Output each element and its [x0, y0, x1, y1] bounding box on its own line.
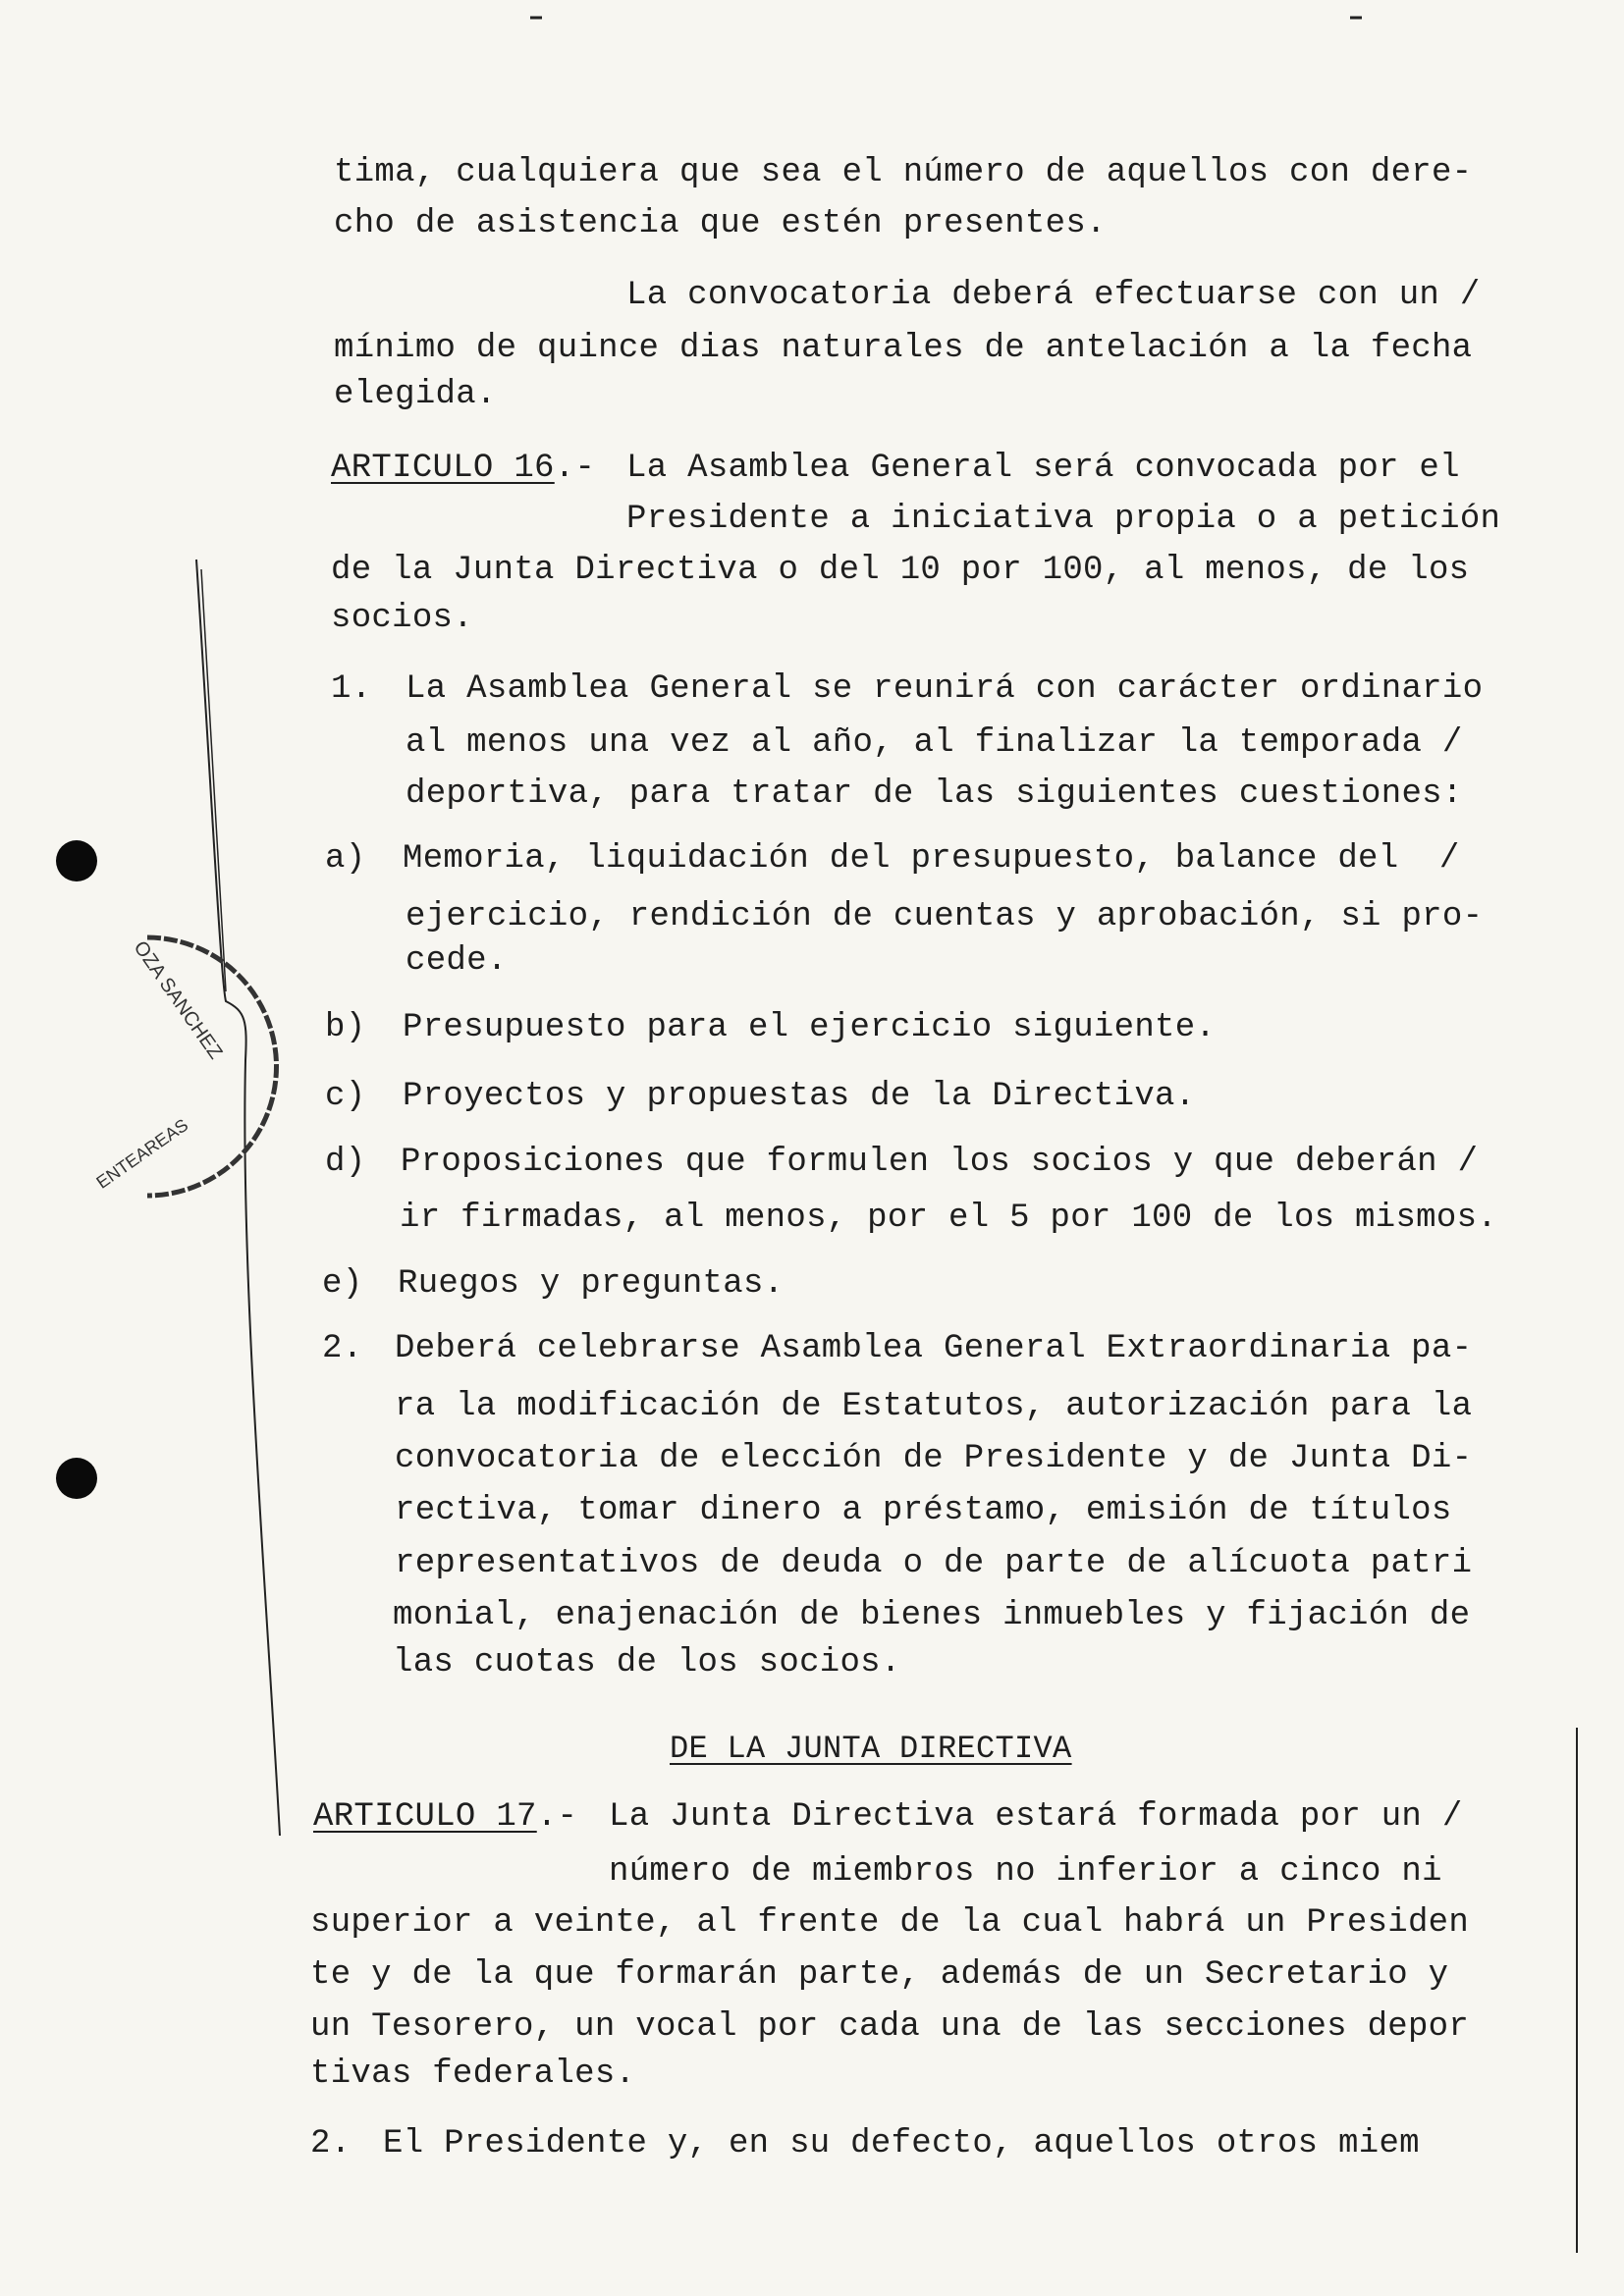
- text-line: deportiva, para tratar de las siguientes cuestiones:: [406, 775, 1463, 813]
- text-line: cede.: [406, 942, 508, 980]
- text-line: Ruegos y preguntas.: [398, 1265, 785, 1303]
- text-line: número de miembros no inferior a cinco ni: [609, 1853, 1442, 1891]
- text-line: tima, cualquiera que sea el número de aquellos con dere-: [334, 154, 1473, 191]
- text-line: elegida.: [334, 376, 497, 413]
- text-line: tivas federales.: [310, 2056, 636, 2093]
- text-line: mínimo de quince dias naturales de antelación a la fecha: [334, 330, 1473, 367]
- text-line: rectiva, tomar dinero a préstamo, emisión de títulos: [395, 1492, 1452, 1529]
- text-line: ejercicio, rendición de cuentas y aprobación, si pro-: [406, 898, 1484, 935]
- subitem-label: a): [325, 840, 366, 878]
- subitem-label: e): [322, 1265, 363, 1303]
- text-line: La Asamblea General será convocada por el: [626, 450, 1460, 487]
- article-heading-suffix: .-: [536, 1798, 578, 1836]
- text-line: La convocatoria deberá efectuarse con un /: [626, 277, 1481, 314]
- article-heading-label: ARTICULO 17: [313, 1798, 537, 1836]
- text-line: representativos de deuda o de parte de alícuota patri: [395, 1545, 1473, 1582]
- item-number: 2.: [322, 1330, 363, 1367]
- subitem-label: d): [325, 1144, 366, 1181]
- section-title: DE LA JUNTA DIRECTIVA: [670, 1731, 1072, 1767]
- article-16-heading: [331, 447, 595, 490]
- stamp-text-top: OZA SANCHEZ: [129, 936, 227, 1064]
- fold-line: [196, 560, 280, 1836]
- text-line: ir firmadas, al menos, por el 5 por 100 de los mismos.: [400, 1200, 1497, 1237]
- text-line: ra la modificación de Estatutos, autorización para la: [395, 1388, 1473, 1425]
- subitem-label: b): [325, 1009, 366, 1046]
- stamp-text-bottom: ENTEAREAS: [92, 1114, 192, 1193]
- text-line: socios.: [331, 600, 473, 637]
- article-17-heading: [313, 1795, 577, 1839]
- text-line: Proposiciones que formulen los socios y que deberán /: [401, 1144, 1479, 1181]
- text-line: Presupuesto para el ejercicio siguiente.: [403, 1009, 1217, 1046]
- text-line: El Presidente y, en su defecto, aquellos otros miem: [383, 2125, 1420, 2163]
- article-heading-label: ARTICULO 16: [331, 450, 555, 487]
- fold-line-2: [201, 569, 226, 991]
- text-line: Memoria, liquidación del presupuesto, balance del /: [403, 840, 1460, 878]
- text-line: Presidente a iniciativa propia o a petición: [626, 501, 1501, 538]
- text-line: al menos una vez al año, al finalizar la temporada /: [406, 724, 1463, 762]
- text-line: un Tesorero, un vocal por cada una de las secciones depor: [310, 2008, 1470, 2046]
- item-number: 2.: [310, 2125, 352, 2163]
- text-line: convocatoria de elección de Presidente y de Junta Di-: [395, 1440, 1473, 1477]
- article-heading-suffix: .-: [554, 450, 596, 487]
- text-line: Deberá celebrarse Asamblea General Extraordinaria pa-: [395, 1330, 1473, 1367]
- text-line: las cuotas de los socios.: [393, 1644, 901, 1682]
- text-line: superior a veinte, al frente de la cual habrá un Presiden: [310, 1904, 1470, 1942]
- text-line: Proyectos y propuestas de la Directiva.: [403, 1078, 1196, 1115]
- text-line: cho de asistencia que estén presentes.: [334, 205, 1107, 242]
- subitem-label: c): [325, 1078, 366, 1115]
- text-line: te y de la que formarán parte, además de un Secretario y: [310, 1956, 1449, 1994]
- text-line: La Junta Directiva estará formada por un /: [609, 1798, 1463, 1836]
- text-line: de la Junta Directiva o del 10 por 100, al menos, de los: [331, 552, 1470, 589]
- item-number: 1.: [331, 670, 372, 708]
- text-line: monial, enajenación de bienes inmuebles y fijación de: [393, 1597, 1471, 1634]
- text-line: La Asamblea General se reunirá con carácter ordinario: [406, 670, 1484, 708]
